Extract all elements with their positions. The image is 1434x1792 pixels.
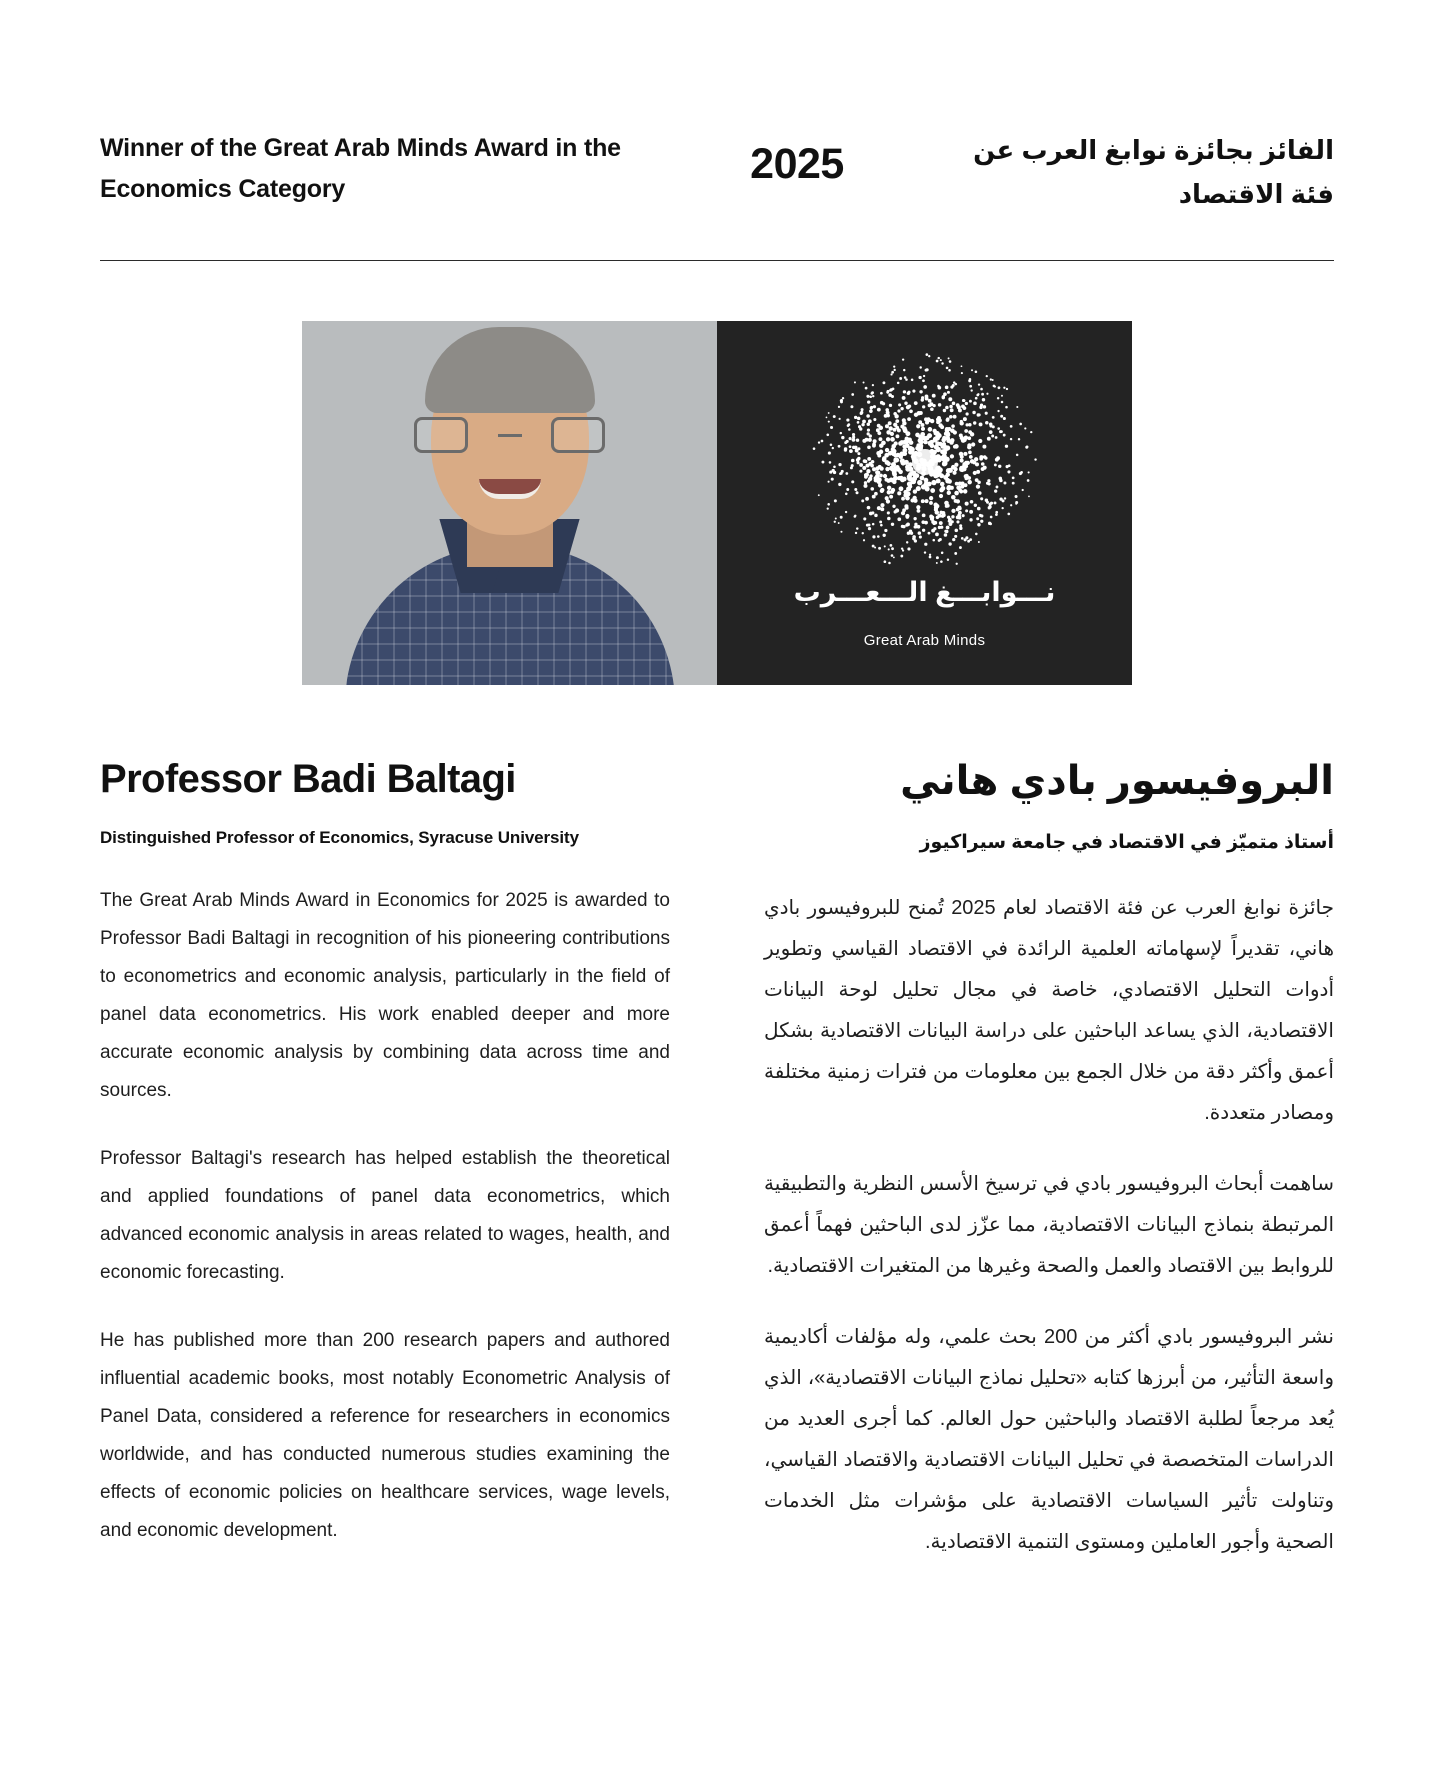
winner-portrait-photo [302,321,717,685]
portrait-glasses-right [551,417,605,453]
column-english [100,757,670,1563]
header-divider [100,260,1334,261]
winner-role-en: Distinguished Professor of Economics, Syracuse University [100,828,579,848]
citation-paragraph-en: Professor Baltagi's research has helped establish the theoretical and applied foundations of panel data econometrics, which advanced economic analysis in areas related to wages, health, and economic forecasting. [100,1148,670,1284]
logo-wordmark-ar: نـــوابـــغ الـــعـــرب [793,577,1056,608]
content-columns [0,685,1434,1563]
award-year: 2025 [750,140,844,188]
page-header [0,0,1434,216]
portrait-glasses-left [414,417,468,453]
citation-paragraph-ar: نشر البروفيسور بادي أكثر من 200 بحث علمي، وله مؤلفات أكاديمية واسعة التأثير، من أبرزها كتابه «تحليل نماذج البيانات الاقتصادية»، الذي يُعد مرجعاً لطلبة الاقتصاد والباحثين حول العالم. كما أجرى العديد من الدراسات المتخصصة في تحليل البيانات الاقتصادية والاقتصاد القياسي، وتناولت تأثير السياسات الاقتصادية على مؤشرات مثل الخدمات الصحية وأجور العاملين ومستوى التنمية الاقتصادية. [764,1326,1335,1554]
citation-paragraph-en: The Great Arab Minds Award in Economics for 2025 is awarded to Professor Badi Baltagi in recognition of his pioneering contributions to econometrics and economic analysis, particularly in the field of panel data econometrics. His work enabled deeper and more accurate economic analysis by combining data across time and sources. [100,890,670,1102]
citation-paragraph-en: He has published more than 200 research papers and authored influential academic books, most notably Econometric Analysis of Panel Data, considered a reference for researchers in economics worldwide, and has conducted numerous studies examining the effects of economic policies on healthcare services, wage levels, and economic development. [100,1330,670,1542]
award-logo-panel [717,321,1132,685]
logo-tagline-en: Great Arab Minds [863,632,986,650]
header-eyebrow-en: Winner of the Great Arab Minds Award in the Economics Category [100,134,621,204]
portrait-glasses-bridge [498,434,522,437]
column-arabic [764,757,1334,1563]
citation-paragraph-ar: جائزة نوابغ العرب عن فئة الاقتصاد لعام 2025 تُمنح للبروفيسور بادي هاني، تقديراً لإسهاماته العلمية الرائدة في الاقتصاد القياسي وتطوير أدوات التحليل الاقتصادي، خاصة في مجال تحليل لوحة البيانات الاقتصادية، الذي يساعد الباحثين على دراسة البيانات الاقتصادية بشكل أعمق وأكثر دقة من خلال الجمع بين معلومات من فترات زمنية مختلفة ومصادر متعددة. [764,897,1335,1125]
media-band [302,321,1132,685]
citation-body-en [100,882,670,1550]
citation-body-ar [764,888,1334,1563]
winner-name-en: Professor Badi Baltagi [100,757,516,802]
winner-role-ar: أستاذ متميّز في الاقتصاد في جامعة سيراكيوز [919,832,1334,854]
header-eyebrow-ar: الفائز بجائزة نوابغ العرب عن فئة الاقتصاد [973,135,1334,210]
winner-name-ar: البروفيسور بادي هاني [900,759,1334,804]
portrait-hair [425,327,595,413]
radial-dot-burst-icon [810,347,1040,577]
citation-paragraph-ar: ساهمت أبحاث البروفيسور بادي في ترسيخ الأسس النظرية والتطبيقية المرتبطة بنماذج البيانات الاقتصادية، مما عزّز لدى الباحثين فهماً أعمق للروابط بين الاقتصاد والعمل والصحة وغيرها من المتغيرات الاقتصادية. [764,1173,1334,1278]
